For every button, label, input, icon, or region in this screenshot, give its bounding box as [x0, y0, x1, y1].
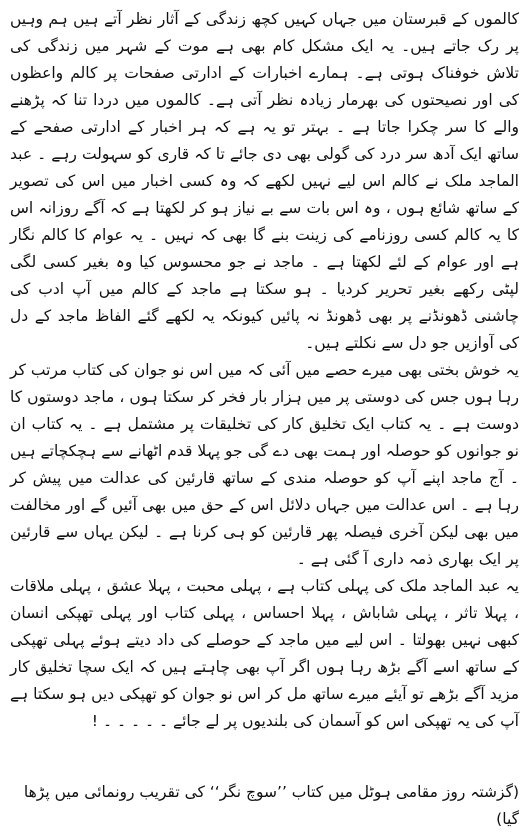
paragraph-2: یہ خوش بختی بھی میرے حصے میں آئی کہ میں اس نو جوان کی کتاب مرتب کر رہا ہوں جس کی دوستی پر میں ہزار بار فخر کر سکتا ہوں ، ماجد دوستوں کا دوست ہے ۔ یہ کتاب ایک تخلیق کار کی تخلیقات پر مشتمل ہے ۔ یہ کتاب ان نو جوانوں کو حوصلہ اور ہمت بھی دے گی جو پہلا قدم اٹھانے سے ہچکچاتے ہیں ۔ آج ماجد اپنے آپ کو حوصلہ مندی کے ساتھ قارئین کی عدالت میں پیش کر رہا ہے ۔ اس عدالت میں جہاں دلائل اس کے حق میں بھی آئیں گے اور مخالفت میں بھی لیکن آخری فیصلہ پھر قارئین کو ہی کرنا ہے ۔ لیکن یہاں سے قارئین پر ایک بھاری ذمہ داری آ گئی ہے ۔ [10, 361, 519, 568]
paragraph-3: یہ عبد الماجد ملک کی پہلی کتاب ہے ، پہلی محبت ، پہلا عشق ، پہلی ملاقات ، پہلا تاثر ، پہلی شاباش ، پہلا احساس ، پہلی کتاب اور پہلی تھپکی انسان کبھی نہیں بھولتا ۔ اس لیے میں ماجد کے حوصلے کی داد دیتے ہوئے پہلی تھپکی کے ساتھ اسے آگے بڑھ رہا ہوں اگر آپ بھی چاہتے ہیں کہ ایک سچا تخلیق کار مزید آگے بڑھے تو آیئے میرے ساتھ مل کر اس نو جوان کو تھپکی دیں ہو سکتا ہے آپ کی یہ تھپکی اس کو آسمان کی بلندیوں پر لے جائے ۔ ۔ ۔ ۔ ۔ ! [10, 577, 519, 730]
footer-note: (گزشتہ روز مقامی ہوٹل میں کتاب ’’سوچ نگر‘‘ کی تقریب رونمائی میں پڑھا گیا) [23, 783, 519, 828]
paragraph-1: کالموں کے قبرستان میں جہاں کہیں کچھ زندگی کے آثار نظر آتے ہیں ہم وہیں پر رک جاتے ہیں۔ یہ ایک مشکل کام بھی ہے موت کے شہر میں زندگی کی تلاش خوفناک ہوتی ہے۔ ہمارے اخبارات کے ادارتی صفحات پر کالم واعظوں کی اور نصیحتوں کی بھرمار زیادہ نظر آتی ہے۔ کالموں میں دردا تنا کہ پڑھنے والے کا سر چکرا جاتا ہے ۔ بہتر تو یہ ہے کہ ہر اخبار کے ادارتی صفحے کے ساتھ ایک آدھ سر درد کی گولی بھی دی جائے تا کہ قاری کو سہولت رہے ۔ عبد الماجد ملک نے کالم اس لیے نہیں لکھے کہ وہ کسی اخبار میں اس کی تصویر کے ساتھ شائع ہوں ، وہ اس بات سے بے نیاز ہو کر لکھتا ہے کہ آگے روزانہ اس کا یہ کالم کسی روزنامے کی زینت بنے گا بھی کہ نہیں ۔ یہ عوام کا کالم نگار ہے اور عوام کے لئے لکھتا ہے ۔ ماجد نے جو محسوس کیا وہ بغیر کسی لگی لپٹی رکھے بغیر تحریر کردیا ۔ ہو سکتا ہے ماجد کے کالم میں آپ ادب کی چاشنی ڈھونڈنے پر بھی ڈھونڈ نہ پائیں کیونکہ یہ لکھے گئے الفاظ ماجد کے دل کی آوازیں جو دل سے نکلتے ہیں۔ [10, 10, 519, 352]
spacer [10, 735, 519, 779]
